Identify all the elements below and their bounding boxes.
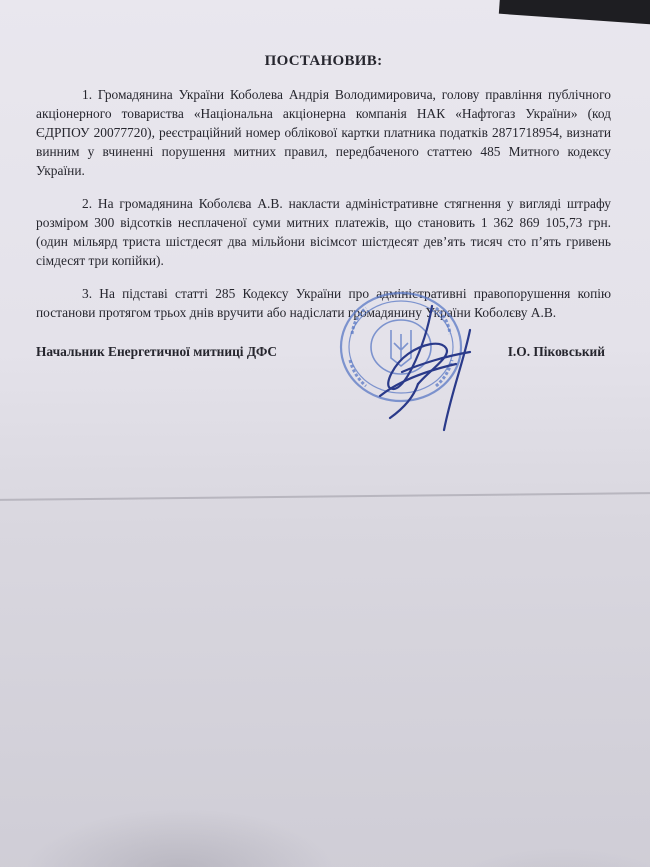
signatory-title: Начальник Енергетичної митниці ДФС: [36, 344, 278, 359]
handwritten-signature: [360, 300, 500, 435]
signature-line: [36, 342, 611, 362]
signatory-name: І.О. Піковський: [507, 344, 605, 359]
photo-shadow: [0, 397, 650, 867]
paragraph-3: 3. На підставі статті 285 Кодексу України про адміністративні правопорушення копію постанови протягом трьох днів вручити або надіслати громадянину України Коболєву А.В.: [36, 286, 611, 320]
decision-heading: ПОСТАНОВИВ:: [264, 53, 383, 69]
paragraph-2: 2. На громадянина Коболєва А.В. накласти адміністративне стягнення у вигляді штрафу розміром 300 відсотків несплаченої суми митних платежів, що становить 1 362 869 105,73 грн. (один мільярд триста шістдесят два мільйони вісімсот шістдесят дев’ять тисяч сто п’ять гривень сімдесят три копійки).: [36, 196, 611, 268]
decision-text: [36, 52, 611, 362]
paragraph-1: 1. Громадянина України Коболева Андрія Володимировича, голову правління публічного акціонерного товариства «Національна акціонерна компанія НАК «Нафтогаз України» (код ЄДРПОУ 20077720), реєстраційний номер облікової картки платника податків 2871718954, визнати винним у вчиненні порушення митних правил, передбаченого статтею 485 Митного кодексу України.: [36, 87, 611, 178]
